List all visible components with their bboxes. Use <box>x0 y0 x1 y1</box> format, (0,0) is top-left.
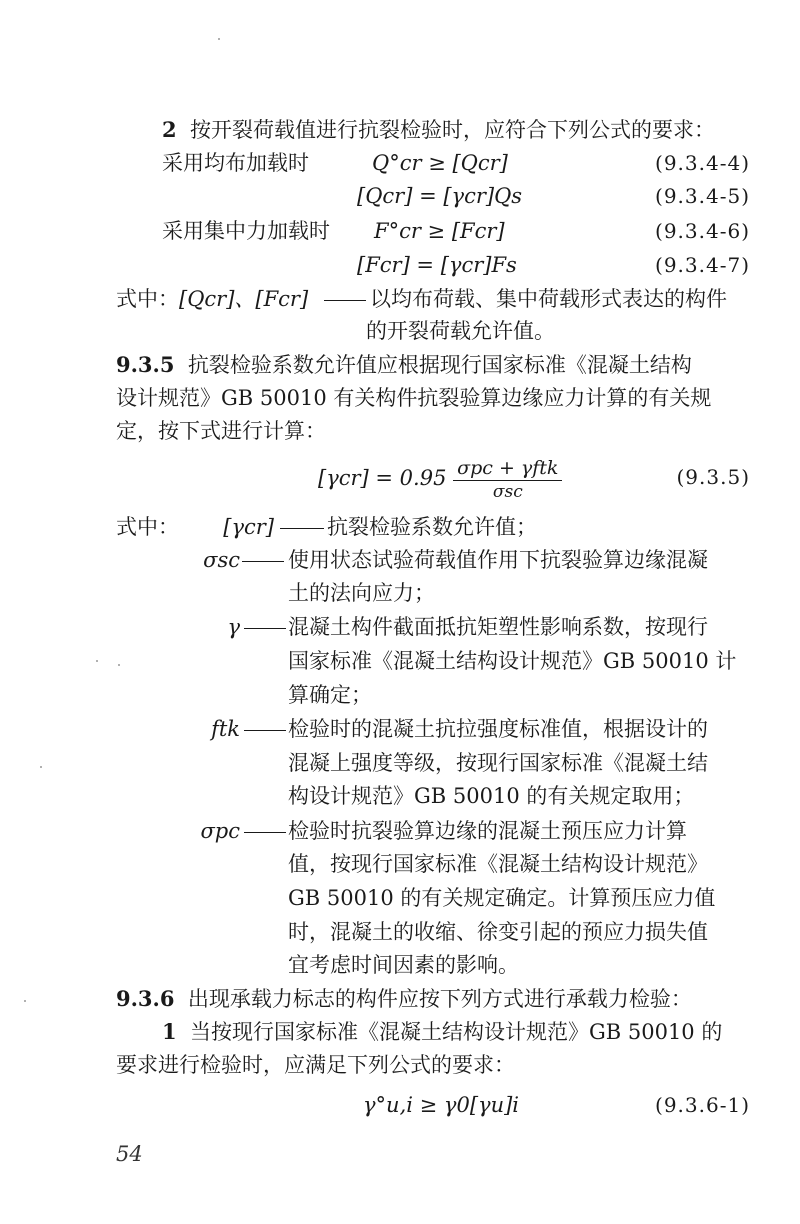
clause-935-eq-denominator: σsc <box>492 482 523 502</box>
clause-936-item1-line2: 要求进行检验时，应满足下列公式的要求： <box>116 1053 515 1077</box>
where2-dash <box>244 832 286 833</box>
concentrated-load-eq2: [Fcr] = [γcr]Fs <box>357 253 517 277</box>
where2-dash <box>280 528 324 529</box>
concentrated-load-eq1-number: (9.3.4-6) <box>655 219 750 243</box>
scan-speck <box>40 766 42 768</box>
where2-desc: 国家标准《混凝土结构设计规范》GB 50010 计 <box>288 649 737 673</box>
where2-desc: 混凝土构件截面抵抗矩塑性影响系数，按现行 <box>288 615 708 639</box>
clause-935-eq-lhs: [γcr] = 0.95 <box>318 466 447 490</box>
page-number: 54 <box>116 1142 143 1166</box>
where2-desc: 土的法向应力； <box>288 581 435 605</box>
clause-935-equation <box>318 452 562 504</box>
where2-symbol-sigma-sc: σsc <box>203 548 240 572</box>
clause-935-eq-numerator: σpc + γftk <box>453 456 562 481</box>
where1-line <box>116 284 308 314</box>
uniform-load-eq2: [Qcr] = [γcr]Qs <box>357 184 523 208</box>
clause-936-number: 9.3.6 <box>116 986 175 1011</box>
where2-dash <box>244 730 286 731</box>
where2-dash <box>244 628 286 629</box>
where2-desc: 算确定； <box>288 683 372 707</box>
where2-symbol-gamma: γ <box>227 615 240 639</box>
where2-desc: 使用状态试验荷载值作用下抗裂验算边缘混凝 <box>288 548 708 572</box>
clause-936-item1-label: 1 <box>162 1019 177 1044</box>
clause-935-eq-fraction <box>453 456 562 503</box>
where1-symbols: [Qcr]、[Fcr] <box>179 287 309 311</box>
clause-935-line2: 设计规范》GB 50010 有关构件抗裂验算边缘应力计算的有关规 <box>116 386 712 410</box>
where2-desc: 混凝上强度等级，按现行国家标准《混凝土结 <box>288 751 708 775</box>
where1-dash <box>324 300 366 301</box>
scan-speck <box>24 1000 26 1002</box>
uniform-load-eq1-number: (9.3.4-4) <box>655 151 750 175</box>
where2-desc: 时，混凝土的收缩、徐变引起的预应力损失值 <box>288 920 708 944</box>
where2-symbol-ftk: ftk <box>211 717 240 741</box>
concentrated-load-eq1: F°cr ≥ [Fcr] <box>374 219 505 243</box>
where1-prefix: 式中： <box>116 287 179 311</box>
where2-desc: 值，按现行国家标准《混凝土结构设计规范》 <box>288 852 708 876</box>
concentrated-load-label: 采用集中力加载时 <box>162 219 330 243</box>
where2-desc: 宜考虑时间因素的影响。 <box>288 953 519 977</box>
scan-speck <box>218 38 220 40</box>
where2-desc: GB 50010 的有关规定确定。计算预压应力值 <box>288 886 716 910</box>
scan-speck <box>118 664 120 666</box>
clause-936-text: 出现承载力标志的构件应按下列方式进行承载力检验： <box>187 987 692 1011</box>
where2-desc: 抗裂检验系数允许值； <box>327 515 537 539</box>
item2-label: 2 <box>162 117 177 142</box>
clause-935-number: 9.3.5 <box>116 352 175 377</box>
where1-desc-line1: 以均布荷载、集中荷载形式表达的构件 <box>370 287 727 311</box>
where2-desc: 检验时的混凝土抗拉强度标准值，根据设计的 <box>288 717 708 741</box>
where2-symbol-sigma-pc: σpc <box>200 819 240 843</box>
clause-935-line3: 定，按下式进行计算： <box>116 419 326 443</box>
where2-desc: 构设计规范》GB 50010 的有关规定取用； <box>288 784 695 808</box>
clause-936-item1-line1: 1 当按现行国家标准《混凝土结构设计规范》GB 50010 的 <box>162 1019 723 1044</box>
item2-text: 按开裂荷载值进行抗裂检验时，应符合下列公式的要求： <box>189 118 715 142</box>
clause-935-eq-number: (9.3.5) <box>676 465 750 489</box>
uniform-load-eq2-number: (9.3.4-5) <box>655 184 750 208</box>
where2-dash <box>242 561 284 562</box>
concentrated-load-eq2-number: (9.3.4-7) <box>655 253 750 277</box>
item2-line <box>162 115 715 145</box>
scan-speck <box>96 660 98 662</box>
uniform-load-eq1: Q°cr ≥ [Qcr] <box>372 151 508 175</box>
clause-936-line <box>116 984 692 1014</box>
clause-936-eq-number: (9.3.6-1) <box>655 1093 750 1117</box>
clause-935-line1: 9.3.5 抗裂检验系数允许值应根据现行国家标准《混凝土结构 <box>116 352 692 377</box>
where1-desc-line2: 的开裂荷载允许值。 <box>366 319 555 343</box>
clause-936-equation: γ°u,i ≥ γ0[γu]i <box>363 1093 520 1117</box>
uniform-load-label: 采用均布加载时 <box>162 151 309 175</box>
where2-prefix: 式中： <box>116 515 179 539</box>
where2-desc: 检验时抗裂验算边缘的混凝土预压应力计算 <box>288 819 687 843</box>
where2-symbol-gamma-cr: [γcr] <box>223 515 274 539</box>
